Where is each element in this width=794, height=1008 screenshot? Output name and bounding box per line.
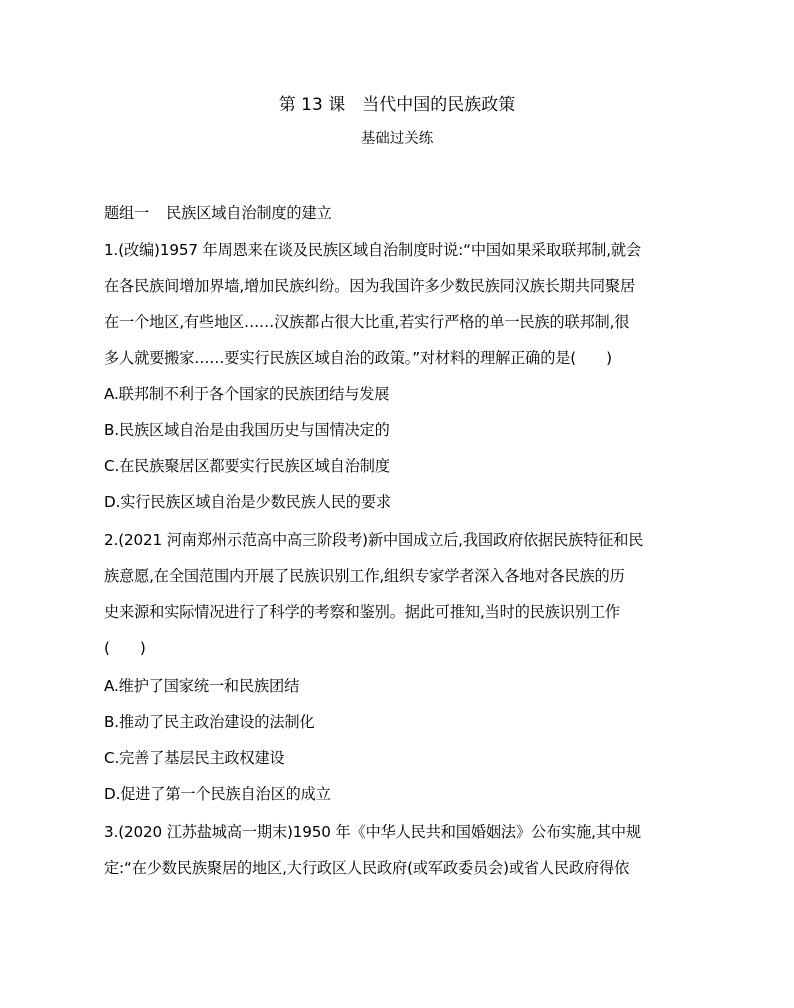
question-2-option-c: C.完善了基层民主政权建设 (104, 749, 285, 767)
group-heading (104, 203, 694, 223)
question-1-line-3: 在一个地区,有些地区……汉族都占很大比重,若实行严格的单一民族的联邦制,很 (104, 313, 630, 331)
question-1-option-b: B.民族区域自治是由我国历史与国情决定的 (104, 421, 390, 439)
question-2-option-b: B.推动了民主政治建设的法制化 (104, 713, 315, 731)
question-2-line-1: 2.(2021 河南郑州示范高中高三阶段考)新中国成立后,我国政府依据民族特征和民 (104, 531, 644, 549)
section-subtitle: 基础过关练 (360, 131, 434, 147)
question-3-line-2: 定:“在少数民族聚居的地区,大行政区人民政府(或军政委员会)或省人民政府得依 (104, 859, 630, 877)
lesson-number: 第 13 课 (278, 95, 346, 115)
question-1-option-d: D.实行民族区域自治是少数民族人民的要求 (104, 493, 391, 511)
question-2-answer-blank: ( ) (104, 639, 146, 657)
question-2-option-d: D.促进了第一个民族自治区的成立 (104, 785, 331, 803)
lesson-name: 当代中国的民族政策 (362, 95, 516, 115)
lesson-title (0, 93, 794, 117)
group-topic: 民族区域自治制度的建立 (166, 204, 332, 222)
question-1-line-2: 在各民族间增加界墙,增加民族纠纷。因为我国许多少数民族同汉族长期共同聚居 (104, 277, 635, 295)
question-3-line-1: 3.(2020 江苏盐城高一期末)1950 年《中华人民共和国婚姻法》公布实施,其中规 (104, 823, 641, 841)
question-2-option-a: A.维护了国家统一和民族团结 (104, 677, 300, 695)
question-2-line-2: 族意愿,在全国范围内开展了民族识别工作,组织专家学者深入各地对各民族的历 (104, 567, 625, 585)
question-1-option-a: A.联邦制不利于各个国家的民族团结与发展 (104, 385, 390, 403)
question-1-line-4: 多人就要搬家……要实行民族区域自治的政策。”对材料的理解正确的是( ) (104, 349, 612, 367)
question-1-line-1: 1.(改编)1957 年周恩来在谈及民族区域自治制度时说:“中国如果采取联邦制,就会 (104, 241, 641, 259)
question-1-option-c: C.在民族聚居区都要实行民族区域自治制度 (104, 457, 390, 475)
group-label: 题组一 (104, 204, 150, 222)
question-2-line-3: 史来源和实际情况进行了科学的考察和鉴别。据此可推知,当时的民族识别工作 (104, 603, 620, 621)
